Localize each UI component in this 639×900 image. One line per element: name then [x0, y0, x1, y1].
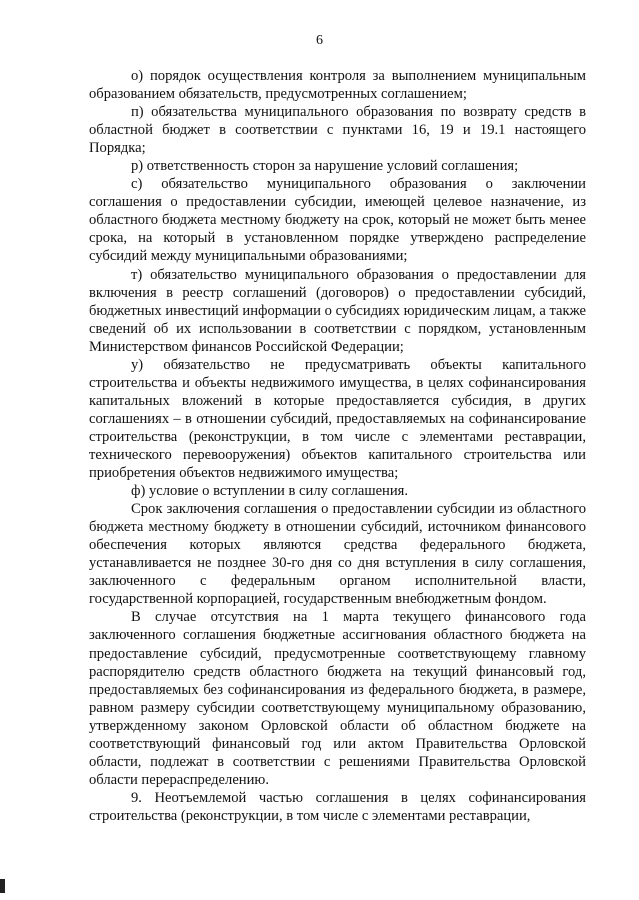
- paragraph-f: ф) условие о вступлении в силу соглашения.: [131, 483, 409, 500]
- paragraph-s: с) обязательство муниципального образования о заключении соглашения о предоставлении субсидии, имеющей целевое назначение, из областного бюджета местному бюджету на срок, который не может быть менее срока, на который в установленном порядке утверждено распределение субсидий между муниципальными образованиями;: [89, 176, 586, 265]
- document-body: [89, 67, 586, 825]
- page-number: 6: [316, 33, 323, 48]
- scan-edge-mark: [0, 879, 5, 893]
- paragraph-u: у) обязательство не предусматривать объекты капитального строительства и объекты недвижимого имущества, в целях софинансирования капитальных вложений в которые предоставляется субсидия, в других соглашениях – в отношении субсидий, предоставляемых на софинансирование строительства (реконструкции, в том числе с элементами реставрации, технического перевооружения) объектов капитального строительства или приобретения объектов недвижимого имущества;: [89, 356, 586, 482]
- paragraph-redistribution: В случае отсутствия на 1 марта текущего финансового года заключенного соглашения бюджетные ассигнования областного бюджета на предоставление субсидий, предусмотренные соответствующему главному распорядителю средств областного бюджета на текущий финансовый год, предоставляемых без софинансирования из федерального бюджета, в размере, равном размеру субсидии соответствующему муниципальному образованию, утвержденному законом Орловской области об областном бюджете на соответствующий финансовый год или актом Правительства Орловской области, подлежат в соответствии с решениями Правительства Орловской области перераспределению.: [89, 609, 586, 788]
- paragraph-t: т) обязательство муниципального образования о предоставлении для включения в реестр соглашений (договоров) о предоставлении субсидий, бюджетных инвестиций информации о субсидиях юридическим лицам, а также сведений об их использовании в соответствии с порядком, установленным Министерством финансов Российской Федерации;: [89, 266, 586, 355]
- paragraph-p: п) обязательства муниципального образования по возврату средств в областной бюджет в соответствии с пунктами 16, 19 и 19.1 настоящего Порядка;: [89, 104, 586, 157]
- paragraph-agreement-deadline: Срок заключения соглашения о предоставлении субсидии из областного бюджета местному бюджету в отношении субсидий, источником финансового обеспечения которых являются средства федерального бюджета, устанавливается не позднее 30-го дня со дня вступления в силу соглашения, заключенного с федеральным органом исполнительной власти, государственной корпорацией, государственным внебюджетным фондом.: [89, 501, 586, 608]
- paragraph-item-9: 9. Неотъемлемой частью соглашения в целях софинансирования строительства (реконструкции, в том числе с элементами реставрации,: [89, 789, 586, 824]
- paragraph-r: р) ответственность сторон за нарушение условий соглашения;: [131, 158, 519, 175]
- paragraph-o: о) порядок осуществления контроля за выполнением муниципальным образованием обязательств, предусмотренных соглашением;: [89, 68, 586, 103]
